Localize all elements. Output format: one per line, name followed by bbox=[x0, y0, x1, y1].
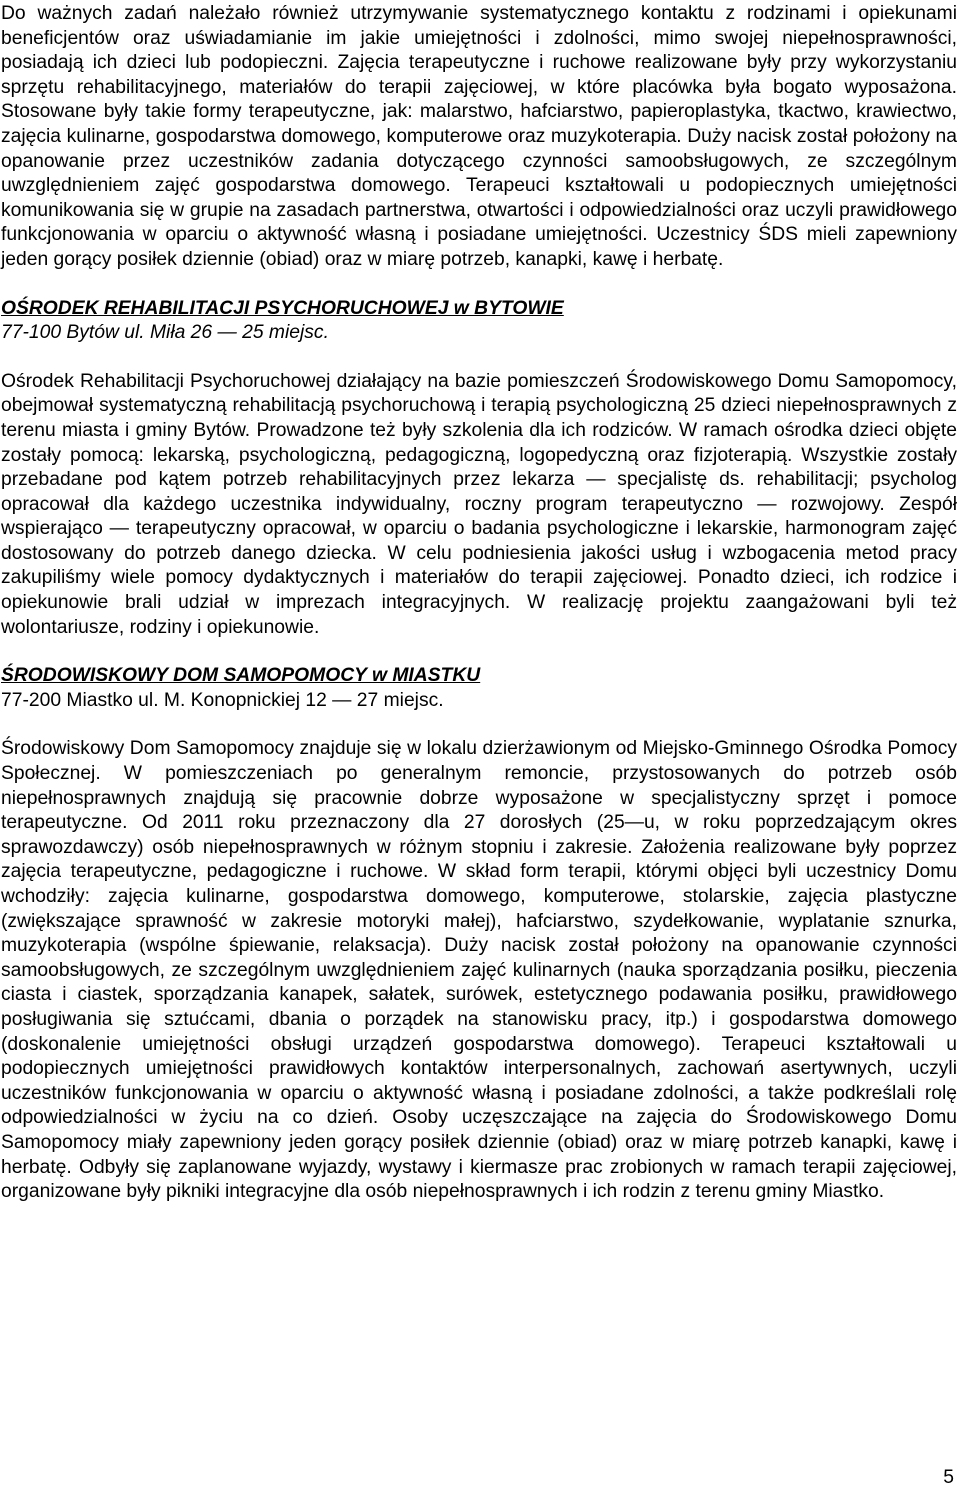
section-body: Ośrodek Rehabilitacji Psychoruchowej działający na bazie pomieszczeń Środowiskowego Domu Samopomocy, obejmował systematyczną rehabilitacją psychoruchową i terapią psychologiczną 25 dzieci niepełnosprawnych z terenu miasta i gminy Bytów. Prowadzone też były szkolenia dla ich rodziców. W ramach ośrodka dzieci objęte zostały pomocą: lekarską, psychologiczną, pedagogiczną, logopedyczną oraz fizjoterapią. Wszystkie zostały przebadane pod kątem potrzeb rehabilitacyjnych przez lekarza — specjalistę ds. rehabilitacji; psycholog opracował dla każdego uczestnika indywidualny, roczny program terapeutyczno — rozwojowy. Zespół wspierająco — terapeutyczny opracował, w oparciu o badania psychologiczne i lekarskie, harmonogram zajęć dostosowany do potrzeb danego dziecka. W celu podniesienia jakości usług i wzbogacenia metod pracy zakupiliśmy wiele pomocy dydaktycznych i materiałów do terapii zajęciowej. Ponadto dzieci, ich rodzice i opiekunowie brali udział w imprezach integracyjnych. W realizację projektu zaangażowani byli też wolontariusze, rodziny i opiekunowie. bbox=[1, 370, 957, 638]
section-body: Środowiskowy Dom Samopomocy znajduje się w lokalu dzierżawionym od Miejsko-Gminnego Ośrodka Pomocy Społecznej. W pomieszczeniach po generalnym remoncie, przystosowanych do potrzeb osób niepełnosprawnych znajdują się pracownie dobrze wyposażone w specjalistyczny sprzęt i pomoce terapeutyczne. Od 2011 roku przeznaczony dla 27 dorosłych (25—u, w roku poprzedzającym okres sprawozdawczy) osób niepełnosprawnych w różnym stopniu i zakresie. Założenia realizowane były poprzez zajęcia terapeutyczne, pedagogiczne i ruchowe. W skład form terapii, którymi objęci byli uczestnicy Domu wchodziły: zajęcia kulinarne, gospodarstwa domowego, komputerowe, stolarskie, zajęcia plastyczne (zwiększające sprawność w zakresie motoryki małej), hafciarstwo, szydełkowanie, wyplatanie sznurka, muzykoterapia (wspólne śpiewanie, relaksacja). Duży nacisk został położony na opanowanie czynności samoobsługowych, ze szczególnym uwzględnieniem zajęć kulinarnych (nauka sporządzania posiłku, pieczenia ciasta i ciastek, sporządzania kanapek, sałatek, surówek, estetycznego podawania posiłku, prawidłowego posługiwania się sztućcami, dbania o porządek na stanowisku pracy, itp.) i gospodarstwa domowego (doskonalenie umiejętności obsługi urządzeń gospodarstwa domowego). Terapeuci kształtowali u podopiecznych umiejętności prawidłowych kontaktów interpersonalnych, zachowań asertywnych, uczyli uczestników funkcjonowania w oparciu o aktywność własną i posiadane zdolności, a także podkreślali rolę odpowiedzialności w życiu na co dzień. Osoby uczęszczające na zajęcia do Środowiskowego Domu Samopomocy miały zapewniony jeden gorący posiłek dziennie (obiad) oraz w miarę potrzeb kanapki, kawę i herbatę. Odbyły się zaplanowane wyjazdy, wystawy i kiermasze prac zrobionych w ramach terapii zajęciowej, organizowane były pikniki integracyjne dla osób niepełnosprawnych i ich rodzin z terenu gminy Miastko. bbox=[1, 738, 957, 1203]
section-address: 77-100 Bytów ul. Miła 26 — 25 miejsc. bbox=[1, 322, 329, 344]
section-miastko-center bbox=[1, 664, 957, 1204]
section-heading: ŚRODOWISKOWY DOM SAMOPOMOCY w MIASTKU bbox=[1, 665, 481, 687]
intro-paragraph: Do ważnych zadań należało również utrzymywanie systematycznego kontaktu z rodzinami i opiekunami beneficjentów oraz uświadamianie im jakie umiejętności i zdolności, mimo swojej niepełnosprawności, posiadają ich dzieci lub podopieczni. Zajęcia terapeutyczne i ruchowe realizowane były przy wykorzystaniu sprzętu rehabilitacyjnego, materiałów do terapii zajęciowej, w które placówka była bogato wyposażona. Stosowane były takie formy terapeutyczne, jak: malarstwo, hafciarstwo, papieroplastyka, tkactwo, krawiectwo, zajęcia kulinarne, gospodarstwa domowego, komputerowe oraz muzykoterapia. Duży nacisk został położony na opanowanie przez uczestników zadania dotyczącego czynności samoobsługowych, ze szczególnym uwzględnieniem zajęć gospodarstwa domowego. Terapeuci kształtowali u podopiecznych umiejętności komunikowania się w grupie na zasadach partnerstwa, otwartości i odpowiedzialności oraz uczyli prawidłowego funkcjonowania w oparciu o aktywność własną i posiadane umiejętności. Uczestnicy ŚDS mieli zapewniony jeden gorący posiłek dziennie (obiad) oraz w miarę potrzeb, kanapki, kawę i herbatę. bbox=[1, 3, 957, 270]
section-heading: OŚRODEK REHABILITACJI PSYCHORUCHOWEJ w BYTOWIE bbox=[1, 297, 564, 319]
section-bytow-center bbox=[1, 297, 957, 641]
page-number: 5 bbox=[943, 1467, 954, 1488]
document-page bbox=[1, 0, 957, 1205]
section-address: 77-200 Miastko ul. M. Konopnickiej 12 — 27 miejsc. bbox=[1, 689, 444, 711]
